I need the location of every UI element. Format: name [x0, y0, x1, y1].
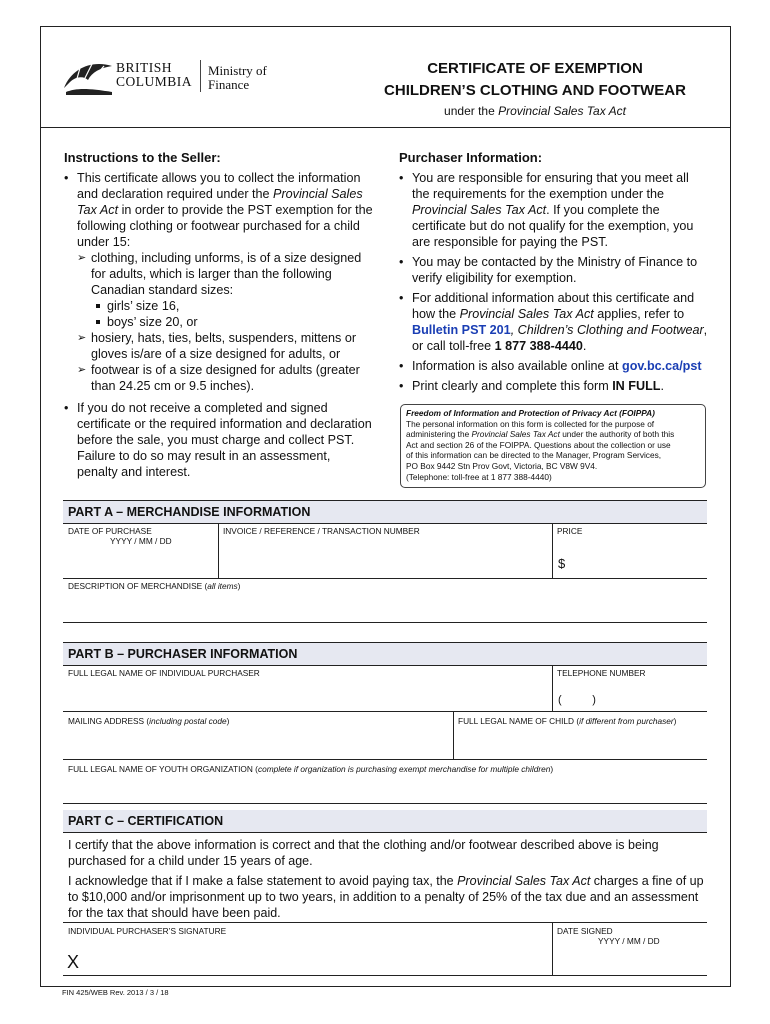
invoice-number-label: INVOICE / REFERENCE / TRANSACTION NUMBER: [223, 526, 420, 536]
bc-logo: [62, 58, 272, 98]
purchaser-info-heading: Purchaser Information:: [399, 150, 543, 165]
list-item: • For additional information about this certificate and how the Provincial Sales Tax Act applies, refer to Bulletin PST 201, Children’s Clothing and Footwear, or call toll-free 1 877 388-4440.: [397, 290, 709, 354]
list-item: girls’ size 16,: [93, 298, 374, 314]
seller-heading: Instructions to the Seller:: [64, 150, 221, 165]
field-divider: [218, 523, 219, 579]
form-subtitle: CHILDREN’S CLOTHING AND FOOTWEAR: [384, 82, 686, 99]
price-input[interactable]: [570, 548, 705, 578]
list-item: • This certificate allows you to collect the information and declaration required under the Provincial Sales Tax Act in order to provide the PST exemption for the following clothing or footwear purchased for a child under 15: ➢ clothing, including unforms, is of a size designed for adults, which is larger than the following Canadian standard sizes: girls’ size 16, boys’ size 20, or ➢ hosiery, hats, ties, belts, suspenders, mittens or gloves is/are of a size designed for adults, or ➢ footwear is of a size designed for adults (greater than 24.25 cm or 9.5 inches).: [62, 170, 374, 394]
foippa-line: The personal information on this form is collected for the purpose of: [406, 418, 655, 429]
website-link[interactable]: gov.bc.ca/pst: [622, 359, 702, 373]
price-label: PRICE: [557, 526, 583, 536]
purchaser-info-list: [397, 170, 709, 394]
foippa-title: Freedom of Information and Protection of Privacy Act (FOIPPA): [406, 408, 655, 418]
signature-label: INDIVIDUAL PURCHASER’S SIGNATURE: [68, 926, 227, 936]
foippa-line: of this information can be directed to the Manager, Program Services,: [406, 450, 662, 461]
header-divider: [40, 127, 731, 128]
date-signed-label: DATE SIGNED: [557, 926, 613, 936]
seller-instructions: [62, 170, 374, 480]
field-divider: [552, 523, 553, 579]
logo-divider: [200, 60, 201, 92]
list-item: ➢ hosiery, hats, ties, belts, suspenders, mittens or gloves is/are of a size designed for adults, or: [77, 330, 374, 362]
row-rule: [63, 578, 707, 579]
foippa-line: PO Box 9442 Stn Prov Govt, Victoria, BC V8W 9V4.: [406, 460, 598, 471]
purchaser-name-label: FULL LEGAL NAME OF INDIVIDUAL PURCHASER: [68, 668, 260, 678]
row-rule: [63, 759, 707, 760]
date-format-hint: YYYY / MM / DD: [110, 536, 172, 546]
form-act-reference: under the Provincial Sales Tax Act: [444, 104, 626, 118]
date-of-purchase-label: DATE OF PURCHASE: [68, 526, 152, 536]
form-title: CERTIFICATE OF EXEMPTION: [427, 60, 643, 77]
youth-organization-input[interactable]: [64, 776, 706, 802]
logo-text-british: BRITISH: [116, 60, 173, 75]
part-c-bottom-rule: [63, 975, 707, 976]
field-divider: [552, 665, 553, 711]
telephone-area-code: ( ): [558, 694, 596, 706]
ministry-line1: Ministry of: [208, 63, 267, 78]
foippa-line: administering the Provincial Sales Tax Act under the authority of both this: [406, 429, 675, 440]
bulletin-link[interactable]: Bulletin PST 201: [412, 323, 511, 337]
list-item: ➢ footwear is of a size designed for adults (greater than 24.25 cm or 9.5 inches).: [77, 362, 374, 394]
signature-x-mark: X: [67, 952, 80, 972]
part-a-header: PART A – MERCHANDISE INFORMATION: [63, 501, 707, 523]
part-b-header-rule: [63, 665, 707, 666]
part-a-header-rule: [63, 523, 707, 524]
list-item: • If you do not receive a completed and signed certificate or the required information and declaration before the sale, you must charge and collect PST. Failure to do so may result in an assessment, penalty and interest.: [62, 400, 374, 480]
part-b-bottom-rule: [63, 803, 707, 804]
description-input[interactable]: [64, 594, 706, 622]
invoice-number-input[interactable]: [220, 538, 550, 578]
ministry-line2: Finance: [208, 77, 250, 92]
date-of-purchase-input[interactable]: [64, 548, 216, 578]
mailing-address-label: MAILING ADDRESS (including postal code): [68, 716, 230, 726]
bc-sun-icon: [62, 58, 114, 96]
description-label: DESCRIPTION OF MERCHANDISE (all items): [68, 581, 241, 591]
foippa-notice: [400, 404, 706, 488]
certification-statement: I certify that the above information is correct and that the clothing and/or footwear described above is being purchased for a child under 15 years of age.: [68, 838, 659, 868]
acknowledgement-statement: I acknowledge that if I make a false statement to avoid paying tax, the Provincial Sales Tax Act charges a fine of up to $10,000 and/or imprisonment up to two years, in addition to a penalty of 25% of the tax due and an assessment for the tax that should have been paid.: [68, 874, 704, 920]
child-name-label: FULL LEGAL NAME OF CHILD (if different from purchaser): [458, 716, 677, 726]
list-item: • You are responsible for ensuring that you meet all the requirements for the exemption under the Provincial Sales Tax Act. If you complete the certificate but do not qualify for the exemption, you are responsible for paying the PST.: [397, 170, 709, 250]
youth-organization-label: FULL LEGAL NAME OF YOUTH ORGANIZATION (complete if organization is purchasing exempt merchandise for multiple children): [68, 764, 554, 774]
row-rule: [63, 711, 707, 712]
part-b-header: PART B – PURCHASER INFORMATION: [63, 643, 707, 665]
list-item: • You may be contacted by the Ministry of Finance to verify eligibility for exemption.: [397, 254, 709, 286]
list-item: ➢ clothing, including unforms, is of a size designed for adults, which is larger than the following Canadian standard sizes: girls’ size 16, boys’ size 20, or: [77, 250, 374, 330]
date-signed-format: YYYY / MM / DD: [598, 936, 660, 946]
part-c-header: PART C – CERTIFICATION: [63, 810, 707, 832]
telephone-input[interactable]: [600, 690, 705, 710]
list-item: • Information is also available online at gov.bc.ca/pst: [397, 358, 709, 374]
purchaser-name-input[interactable]: [64, 680, 550, 710]
price-currency: $: [558, 556, 566, 571]
list-item: boys’ size 20, or: [93, 314, 374, 330]
foippa-line: (Telephone: toll-free at 1 877 388-4440): [406, 471, 552, 482]
field-divider: [453, 711, 454, 759]
signature-input[interactable]: [90, 940, 550, 974]
row-rule: [63, 922, 707, 923]
part-a-bottom-rule: [63, 622, 707, 623]
logo-text-columbia: COLUMBIA: [116, 74, 193, 89]
foippa-line: Act and section 26 of the FOIPPA. Questions about the collection or use: [406, 439, 671, 450]
child-name-input[interactable]: [455, 728, 705, 758]
form-id: FIN 425/WEB Rev. 2013 / 3 / 18: [62, 988, 169, 997]
part-c-header-rule: [63, 832, 707, 833]
field-divider: [552, 922, 553, 975]
list-item: • Print clearly and complete this form IN FULL.: [397, 378, 709, 394]
mailing-address-input[interactable]: [64, 728, 451, 758]
telephone-label: TELEPHONE NUMBER: [557, 668, 646, 678]
date-signed-input[interactable]: [555, 948, 705, 974]
